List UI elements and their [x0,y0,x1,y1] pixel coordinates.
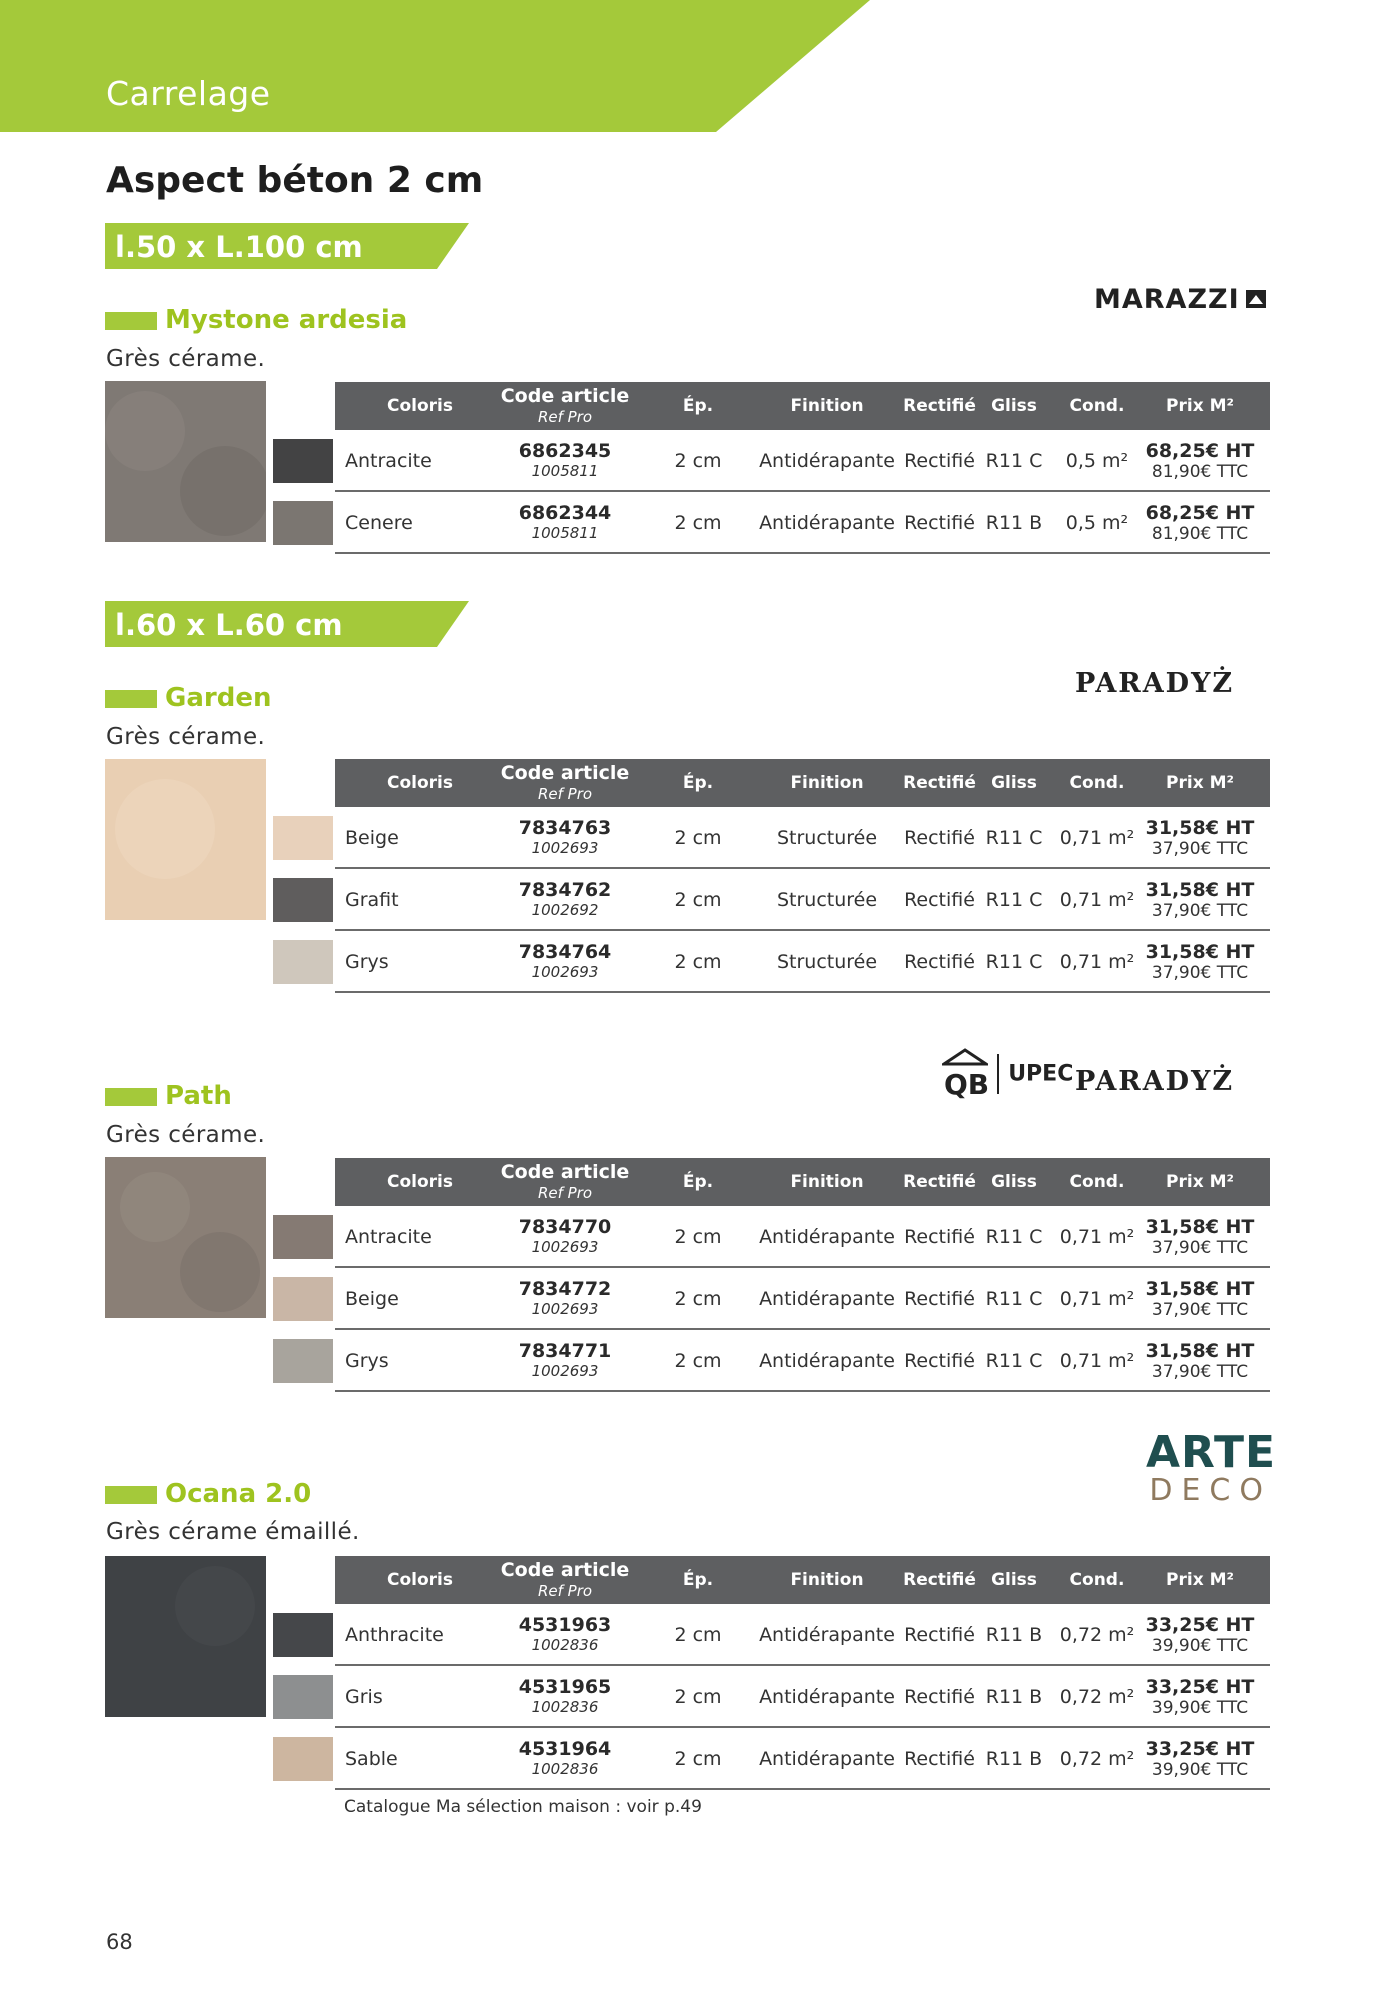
col-ref: Ref Pro [537,785,593,803]
qb-mark-icon [942,1048,988,1100]
price-ttc: 39,90€ TTC [1151,1760,1249,1780]
epaisseur: 2 cm [674,450,722,472]
col-finition: Finition [790,1570,864,1590]
price-ttc: 37,90€ TTC [1151,1238,1249,1258]
ref-pro: 1002836 [531,1698,599,1716]
price-ht: 68,25€ HT [1145,440,1255,462]
price-ttc: 81,90€ TTC [1151,462,1249,482]
coloris: Anthracite [345,1624,444,1646]
product-name: Ocana 2.0 [165,1479,312,1509]
finition: Structurée [776,951,878,973]
col-cond: Cond. [1069,1570,1125,1590]
col-rectifie: Rectifié [903,1172,976,1192]
col-cond: Cond. [1069,773,1125,793]
price-ttc: 37,90€ TTC [1151,839,1249,859]
finition: Antidérapante [759,1350,895,1372]
col-finition: Finition [790,396,864,416]
col-prix: Prix M² [1166,396,1234,416]
color-swatch [273,501,333,545]
col-coloris: Coloris [387,396,453,416]
cond: 0,71 m² [1059,1226,1135,1248]
table-row [335,931,1270,993]
table-path [335,1158,1270,1392]
finition: Antidérapante [759,1686,895,1708]
color-swatch [273,878,333,922]
cond: 0,72 m² [1059,1686,1135,1708]
price-ttc: 37,90€ TTC [1151,1362,1249,1382]
ref-pro: 1002693 [531,1300,599,1318]
epaisseur: 2 cm [674,1288,722,1310]
col-ep: Ép. [682,1172,714,1192]
code-article: 4531964 [518,1738,612,1760]
col-cond: Cond. [1069,396,1125,416]
ref-pro: 1002692 [531,901,599,919]
upec-label: UPEC [1008,1061,1074,1087]
paradyz-wordmark: PARADYŻ [1075,668,1235,699]
ref-pro: 1002693 [531,963,599,981]
table-row [335,1330,1270,1392]
code-article: 6862345 [518,440,612,462]
arte-deco-logo [1146,1427,1277,1508]
price-ttc: 37,90€ TTC [1151,901,1249,921]
finition: Antidérapante [759,1624,895,1646]
price-ht: 68,25€ HT [1145,502,1255,524]
col-code: Code article [500,385,630,407]
title-bar [105,312,157,330]
price-ht: 31,58€ HT [1145,1278,1255,1300]
rectifie: Rectifié [904,1226,975,1248]
table-header [335,759,1270,807]
price-ht: 31,58€ HT [1145,941,1255,963]
table-row [335,1666,1270,1728]
rectifie: Rectifié [904,827,975,849]
title-bar [105,690,157,708]
cond: 0,71 m² [1059,889,1135,911]
col-ep: Ép. [682,396,714,416]
coloris: Grys [345,1350,389,1372]
color-swatch [273,940,333,984]
gliss: R11 B [985,512,1043,534]
color-swatch [273,1215,333,1259]
finition: Antidérapante [759,450,895,472]
marazzi-wordmark: MARAZZI [1094,284,1240,315]
table-row [335,869,1270,931]
rectifie: Rectifié [904,1748,975,1770]
finition: Structurée [776,827,878,849]
product-name: Mystone ardesia [165,305,408,335]
coloris: Beige [345,827,399,849]
table-row [335,1728,1270,1790]
table-garden [335,759,1270,993]
col-ep: Ép. [682,773,714,793]
rectifie: Rectifié [904,1350,975,1372]
epaisseur: 2 cm [674,1686,722,1708]
price-ht: 31,58€ HT [1145,1216,1255,1238]
material-label: Grès cérame. [106,724,266,750]
price-ttc: 81,90€ TTC [1151,524,1249,544]
coloris: Antracite [345,450,432,472]
coloris: Beige [345,1288,399,1310]
coloris: Gris [345,1686,383,1708]
ref-pro: 1005811 [531,462,599,480]
col-ref: Ref Pro [537,1184,593,1202]
col-gliss: Gliss [991,396,1037,416]
gliss: R11 C [985,450,1043,472]
epaisseur: 2 cm [674,1624,722,1646]
finition: Antidérapante [759,512,895,534]
price-ht: 31,58€ HT [1145,1340,1255,1362]
product-swatch-path [105,1157,266,1318]
col-coloris: Coloris [387,773,453,793]
cond: 0,71 m² [1059,1288,1135,1310]
epaisseur: 2 cm [674,1350,722,1372]
col-prix: Prix M² [1166,1172,1234,1192]
price-ht: 33,25€ HT [1145,1614,1255,1636]
table-ocana [335,1556,1270,1790]
color-swatch [273,1675,333,1719]
color-swatch [273,439,333,483]
col-rectifie: Rectifié [903,1570,976,1590]
code-article: 6862344 [518,502,612,524]
cond: 0,72 m² [1059,1748,1135,1770]
col-ep: Ép. [682,1570,714,1590]
gliss: R11 B [985,1686,1043,1708]
rectifie: Rectifié [904,512,975,534]
table-header [335,382,1270,430]
col-cond: Cond. [1069,1172,1125,1192]
price-ht: 31,58€ HT [1145,879,1255,901]
code-article: 7834772 [518,1278,612,1300]
price-ht: 33,25€ HT [1145,1676,1255,1698]
table-header [335,1158,1270,1206]
paradyz-wordmark: PARADYŻ [1075,1066,1235,1097]
coloris: Cenere [345,512,413,534]
rectifie: Rectifié [904,889,975,911]
section-title: Carrelage [106,74,271,113]
page-number: 68 [106,1930,133,1954]
price-ht: 31,58€ HT [1145,817,1255,839]
finition: Antidérapante [759,1748,895,1770]
coloris: Antracite [345,1226,432,1248]
gliss: R11 C [985,1226,1043,1248]
color-swatch [273,1277,333,1321]
arte-wordmark: ARTE [1146,1427,1277,1478]
coloris: Sable [345,1748,398,1770]
table-row [335,1604,1270,1666]
epaisseur: 2 cm [674,827,722,849]
paradyz-logo [1075,1066,1234,1097]
size-label: l.50 x L.100 cm [115,230,363,264]
gliss: R11 B [985,1748,1043,1770]
color-swatch [273,1339,333,1383]
gliss: R11 B [985,1624,1043,1646]
table-row [335,430,1270,492]
paradyz-logo [1075,668,1234,699]
col-prix: Prix M² [1166,1570,1234,1590]
ref-pro: 1002693 [531,839,599,857]
price-ht: 33,25€ HT [1145,1738,1255,1760]
material-label: Grès cérame. [106,1122,266,1148]
col-rectifie: Rectifié [903,396,976,416]
col-prix: Prix M² [1166,773,1234,793]
cond: 0,72 m² [1059,1624,1135,1646]
product-swatch-ocana [105,1556,266,1717]
color-swatch [273,816,333,860]
cond: 0,71 m² [1059,827,1135,849]
epaisseur: 2 cm [674,1748,722,1770]
qb-label: QB [944,1068,988,1100]
ref-pro: 1002693 [531,1238,599,1256]
code-article: 7834771 [518,1340,612,1362]
code-article: 7834770 [518,1216,612,1238]
product-swatch-garden [105,759,266,920]
code-article: 4531963 [518,1614,612,1636]
rectifie: Rectifié [904,1686,975,1708]
ref-pro: 1002836 [531,1760,599,1778]
price-ttc: 39,90€ TTC [1151,1636,1249,1656]
col-code: Code article [500,1161,630,1183]
col-coloris: Coloris [387,1172,453,1192]
rectifie: Rectifié [904,951,975,973]
code-article: 7834762 [518,879,612,901]
col-rectifie: Rectifié [903,773,976,793]
col-code: Code article [500,762,630,784]
product-name: Path [165,1081,232,1111]
gliss: R11 C [985,951,1043,973]
title-bar [105,1088,157,1106]
product-swatch-mystone [105,381,266,542]
marazzi-logo [1094,284,1267,315]
ref-pro: 1005811 [531,524,599,542]
product-name: Garden [165,683,272,713]
epaisseur: 2 cm [674,951,722,973]
col-finition: Finition [790,773,864,793]
col-gliss: Gliss [991,1570,1037,1590]
price-ttc: 37,90€ TTC [1151,1300,1249,1320]
color-swatch [273,1737,333,1781]
rectifie: Rectifié [904,1288,975,1310]
cond: 0,71 m² [1059,951,1135,973]
gliss: R11 C [985,889,1043,911]
gliss: R11 C [985,1288,1043,1310]
page-title: Aspect béton 2 cm [106,160,484,201]
marazzi-mark-icon [1245,289,1267,309]
code-article: 4531965 [518,1676,612,1698]
material-label: Grès cérame émaillé. [106,1519,360,1545]
gliss: R11 C [985,827,1043,849]
gliss: R11 C [985,1350,1043,1372]
col-ref: Ref Pro [537,408,593,426]
epaisseur: 2 cm [674,1226,722,1248]
table-row [335,807,1270,869]
size-banner-50x100 [105,223,469,269]
price-ttc: 39,90€ TTC [1151,1698,1249,1718]
title-bar [105,1486,157,1504]
cond: 0,71 m² [1059,1350,1135,1372]
qb-upec-logo [942,1048,1073,1100]
coloris: Grafit [345,889,399,911]
table-header [335,1556,1270,1604]
epaisseur: 2 cm [674,889,722,911]
table-mystone [335,382,1270,554]
catalogue-footnote: Catalogue Ma sélection maison : voir p.49 [344,1797,702,1817]
col-gliss: Gliss [991,773,1037,793]
rectifie: Rectifié [904,1624,975,1646]
logo-divider [997,1054,999,1094]
coloris: Grys [345,951,389,973]
col-gliss: Gliss [991,1172,1037,1192]
size-label: l.60 x L.60 cm [115,608,343,642]
col-coloris: Coloris [387,1570,453,1590]
ref-pro: 1002693 [531,1362,599,1380]
cond: 0,5 m² [1065,450,1129,472]
color-swatch [273,1613,333,1657]
col-ref: Ref Pro [537,1582,593,1600]
rectifie: Rectifié [904,450,975,472]
finition: Antidérapante [759,1288,895,1310]
table-row [335,1268,1270,1330]
table-row [335,1206,1270,1268]
col-finition: Finition [790,1172,864,1192]
epaisseur: 2 cm [674,512,722,534]
deco-wordmark: DECO [1149,1473,1272,1508]
finition: Antidérapante [759,1226,895,1248]
price-ttc: 37,90€ TTC [1151,963,1249,983]
code-article: 7834763 [518,817,612,839]
size-banner-60x60 [105,601,469,647]
cond: 0,5 m² [1065,512,1129,534]
code-article: 7834764 [518,941,612,963]
ref-pro: 1002836 [531,1636,599,1654]
table-row [335,492,1270,554]
col-code: Code article [500,1559,630,1581]
finition: Structurée [776,889,878,911]
material-label: Grès cérame. [106,346,266,372]
